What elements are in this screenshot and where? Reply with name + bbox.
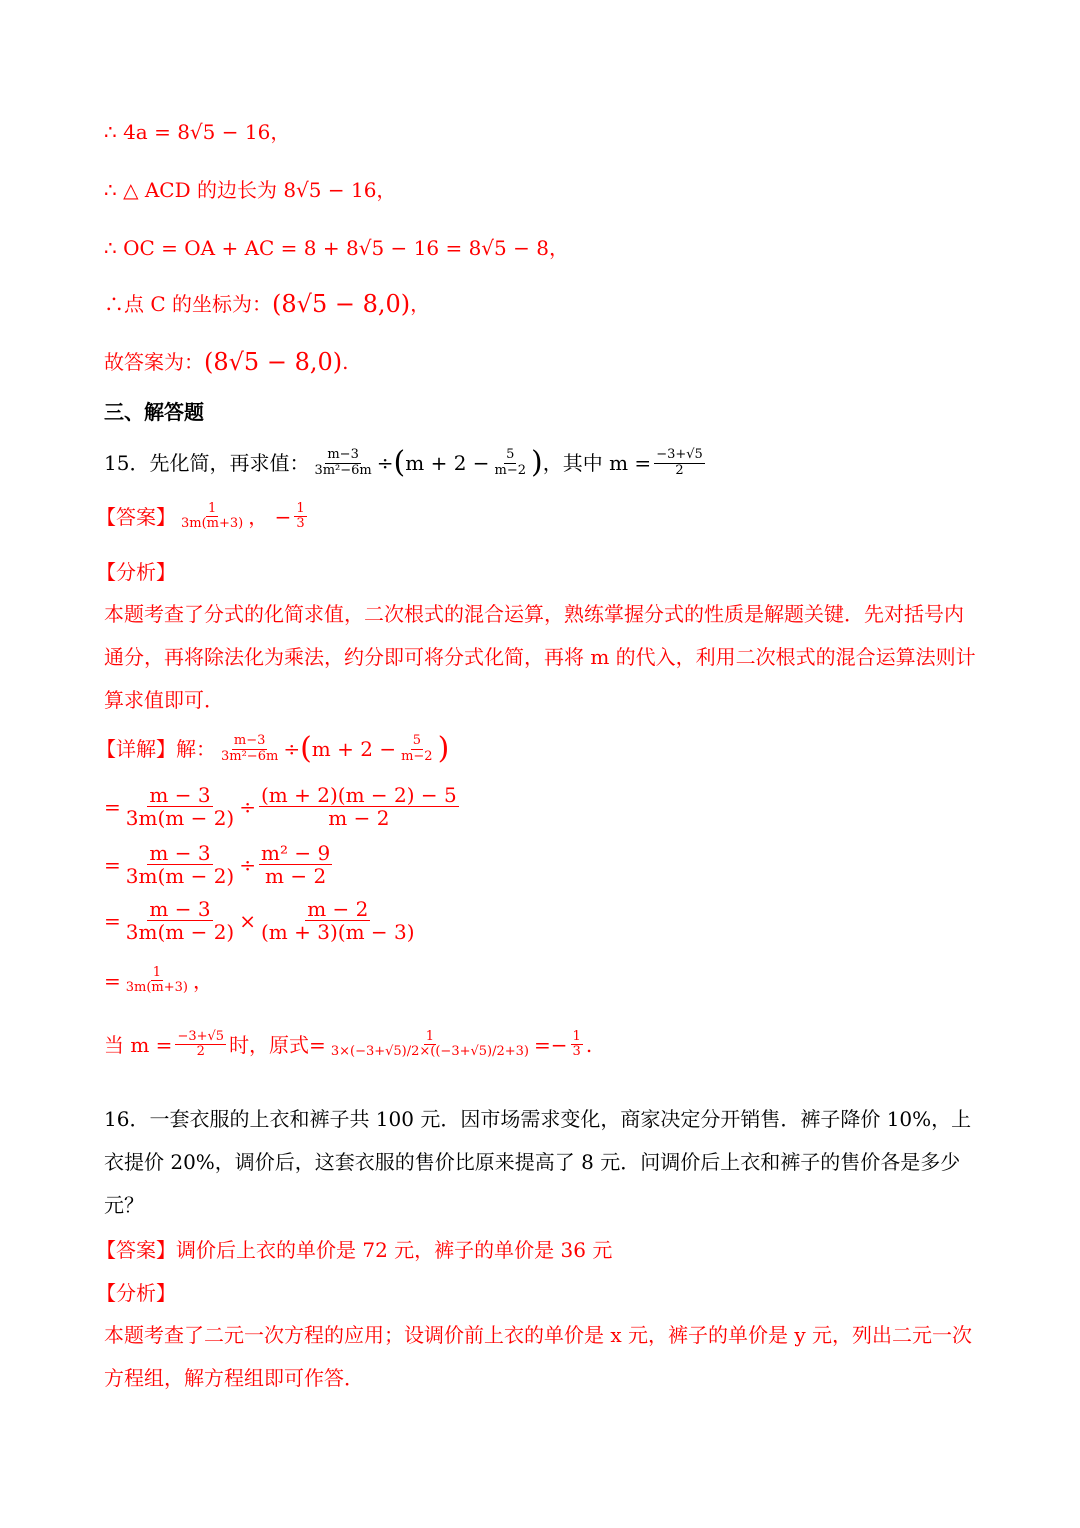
paren: ) — [437, 731, 450, 766]
coordinate: (8√5 − 8,0) — [204, 348, 343, 376]
den: 2 — [675, 462, 684, 478]
step-oc: ∴ OC = OA + AC = 8 + 8√5 − 16 = 8√5 − 8， — [104, 236, 569, 260]
op: ÷ — [239, 794, 256, 819]
text: ， — [193, 968, 213, 993]
paren: ( — [300, 731, 312, 766]
num: m − 2 — [307, 897, 369, 921]
answer-15 — [96, 502, 310, 532]
den: m − 2 — [328, 806, 390, 830]
text: 时，原式= — [229, 1032, 326, 1057]
text: . — [342, 350, 349, 374]
den: 3m(m − 2) — [125, 864, 235, 888]
step-3 — [104, 898, 420, 943]
step-perimeter: ∴ △ ACD 的边长为 8√5 − 16， — [104, 178, 397, 202]
fraction — [124, 784, 236, 829]
fraction — [294, 502, 306, 532]
den: 3×(−3+√5)/2×((−3+√5)/2+3) — [330, 1044, 530, 1060]
q-text: 15．先化简，再求值： — [104, 451, 310, 475]
fraction — [175, 1030, 226, 1060]
answer-16 — [96, 1240, 612, 1260]
eq: = — [104, 908, 121, 933]
fraction — [399, 734, 435, 764]
text: ∴点 C 的坐标为： — [104, 292, 273, 316]
den: 2 — [196, 1044, 205, 1060]
den: 3m(m+3) — [181, 516, 244, 532]
num: m−3 — [327, 447, 359, 463]
fraction — [259, 784, 459, 829]
fraction — [124, 842, 236, 887]
num: 1 — [152, 965, 162, 980]
num: 1 — [425, 1029, 435, 1044]
text: =− — [534, 1032, 568, 1057]
eq: = — [104, 852, 121, 877]
den: 3 — [572, 1044, 581, 1060]
step-coordinate — [104, 292, 430, 316]
num: m−3 — [233, 733, 266, 749]
fraction — [259, 898, 417, 943]
text: . — [585, 1032, 593, 1057]
num: (m + 2)(m − 2) − 5 — [261, 783, 457, 807]
fraction — [654, 448, 705, 478]
text: 解： — [176, 737, 216, 761]
num: m − 3 — [149, 783, 211, 807]
num: 5 — [412, 733, 421, 749]
question-16: 16．一套衣服的上衣和裤子共 100 元．因市场需求变化，商家决定分开销售．裤子降价 10%，上衣提价 20%，调价后，这套衣服的售价比原来提高了 8 元．问调价后上衣和裤子的售价各是多少元？ — [104, 1107, 972, 1217]
answer-text: 调价后上衣的单价是 72 元，裤子的单价是 36 元 — [176, 1238, 613, 1262]
detail-15 — [96, 731, 450, 766]
den: m−2 — [401, 748, 433, 764]
fraction — [571, 1030, 583, 1060]
paren: ( — [393, 445, 406, 480]
step-1 — [104, 784, 462, 829]
op: × — [239, 908, 256, 933]
expr: m + 2 − — [311, 737, 397, 761]
answer-tag: 【答案】 — [96, 1238, 176, 1262]
num: m − 3 — [149, 897, 211, 921]
den: m−2 — [494, 462, 527, 478]
num: m² − 9 — [261, 841, 331, 865]
fraction — [179, 502, 245, 532]
eq: = — [104, 968, 121, 993]
op: ÷ — [283, 737, 301, 761]
answer-tag: 【答案】 — [96, 504, 176, 529]
num: 1 — [296, 501, 305, 516]
den: 3m²−6m — [221, 748, 279, 764]
analysis-16: 本题考查了二元一次方程的应用；设调价前上衣的单价是 x 元，裤子的单价是 y 元，列出二元一次方程组，解方程组即可作答． — [104, 1323, 973, 1390]
fraction — [493, 448, 529, 478]
den: 3 — [296, 516, 305, 532]
fraction — [259, 842, 332, 887]
fraction — [124, 966, 190, 996]
op: ÷ — [239, 852, 256, 877]
section-title: 三、解答题 — [104, 400, 204, 424]
substitution — [104, 1030, 592, 1060]
num: −3+√5 — [656, 447, 703, 463]
den: (m + 3)(m − 3) — [261, 920, 415, 944]
expr: m + 2 − — [405, 451, 490, 475]
detail-tag: 【详解】 — [96, 737, 176, 761]
num: 1 — [207, 501, 217, 516]
den: 3m(m − 2) — [125, 920, 235, 944]
step-4 — [104, 966, 213, 996]
coordinate: (8√5 − 8,0) — [272, 290, 411, 318]
analysis-15: 本题考查了分式的化简求值，二次根式的混合运算，熟练掌握分式的性质是解题关键．先对括号内通分，再将除法化为乘法，约分即可将分式化简，再将 m 的代入，利用二次根式的混合运算法则计算求值即可． — [104, 602, 976, 712]
den: 3m(m+3) — [125, 980, 188, 996]
den: m − 2 — [265, 864, 327, 888]
step-2 — [104, 842, 335, 887]
num: m − 3 — [149, 841, 211, 865]
den: 3m²−6m — [314, 462, 372, 478]
den: 3m(m − 2) — [125, 806, 235, 830]
eq: = — [104, 794, 121, 819]
fraction — [329, 1030, 531, 1060]
num: −3+√5 — [177, 1029, 225, 1044]
text: 当 m = — [104, 1032, 173, 1057]
text: ， − — [248, 504, 292, 529]
question-15 — [104, 445, 708, 480]
fraction — [124, 898, 236, 943]
step-4a: ∴ 4a = 8√5 − 16， — [104, 120, 291, 144]
num: 1 — [572, 1029, 581, 1044]
text: ，其中 m = — [542, 451, 652, 475]
text: 故答案为： — [104, 350, 204, 374]
answer-line — [104, 350, 348, 374]
op: ÷ — [376, 451, 394, 475]
fraction — [312, 448, 373, 478]
num: 5 — [506, 447, 515, 463]
analysis-tag: 【分析】 — [96, 1281, 176, 1305]
fraction — [219, 734, 280, 764]
text: ， — [410, 292, 431, 316]
analysis-tag: 【分析】 — [96, 560, 176, 584]
paren: ) — [531, 445, 543, 480]
